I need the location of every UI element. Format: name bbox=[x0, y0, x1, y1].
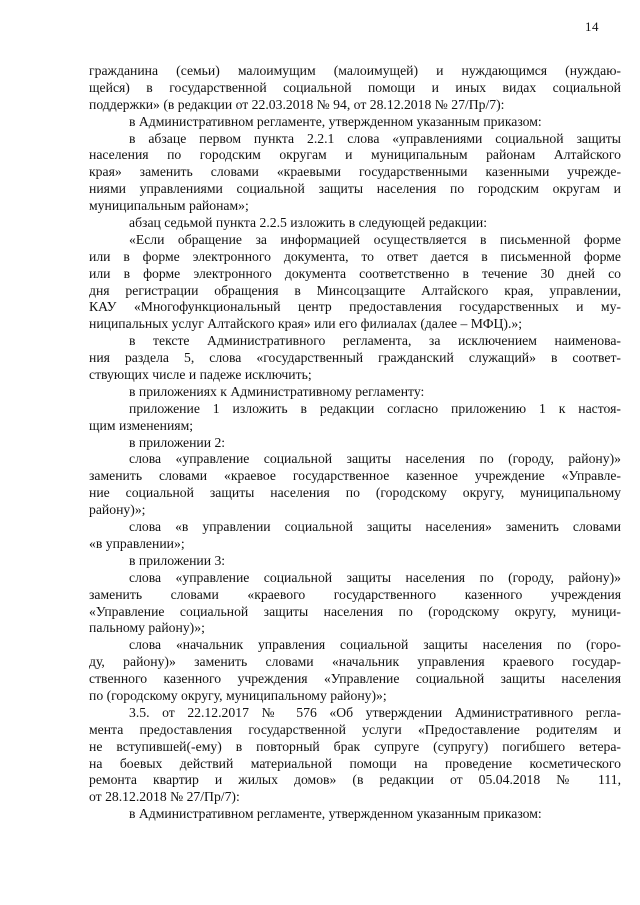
document-body bbox=[89, 63, 621, 823]
text-line: ниципальных услуг Алтайского края» или его филиалах (далее – МФЦ).»; bbox=[89, 316, 523, 332]
text-line: в приложении 2: bbox=[129, 434, 226, 450]
text-line: КАУ «Многофункциональный центр предоставления государственных и му- bbox=[89, 299, 621, 315]
text-line: ствующих числе и падеже исключить; bbox=[89, 367, 312, 383]
text-line: в абзаце первом пункта 2.2.1 слова «управлениями социальной защиты bbox=[129, 130, 621, 146]
text-line: ние социальной защиты населения по (городскому округу, муниципальному bbox=[89, 485, 621, 501]
text-line: не вступившей(-ему) в повторный брак супруге (супругу) погибшего ветера- bbox=[89, 738, 621, 754]
text-line: или в форме электронного документа соответственно в течение 30 дней со bbox=[89, 265, 621, 281]
text-line: «Если обращение за информацией осуществляется в письменной форме bbox=[129, 231, 621, 247]
text-line: края» заменить словами «краевыми государственными казенными учрежде- bbox=[89, 164, 621, 180]
text-line: щейся) в государственной социальной помощи и иных видах социальной bbox=[89, 79, 621, 95]
text-line: слова «начальник управления социальной защиты населения по (горо- bbox=[129, 637, 621, 653]
text-line: слова «в управлении социальной защиты населения» заменить словами bbox=[129, 519, 621, 535]
text-line: «в управлении»; bbox=[89, 535, 185, 551]
text-line: в Административном регламенте, утвержденном указанным приказом: bbox=[129, 806, 542, 822]
text-line: абзац седьмой пункта 2.2.5 изложить в следующей редакции: bbox=[129, 215, 488, 231]
text-line: в тексте Административного регламента, за исключением наименова- bbox=[129, 333, 621, 349]
text-line: району)»; bbox=[89, 502, 146, 518]
text-line: поддержки» (в редакции от 22.03.2018 № 94, от 28.12.2018 № 27/Пр/7): bbox=[89, 96, 505, 112]
text-line: в приложениях к Административному регламенту: bbox=[129, 383, 425, 399]
text-line: в приложении 3: bbox=[129, 552, 226, 568]
text-line: заменить словами «краевого государственного казенного учреждения bbox=[89, 586, 621, 602]
text-line: по (городскому округу, муниципальному району)»; bbox=[89, 687, 387, 703]
text-line: слова «управление социальной защиты населения по (городу, району)» bbox=[129, 451, 621, 467]
text-line: щим изменениям; bbox=[89, 417, 194, 433]
text-line: дня регистрации обращения в Минсоцзащите Алтайского края, управлении, bbox=[89, 282, 621, 298]
text-line: ремонта квартир и жилых домов» (в редакции от 05.04.2018 № 111, bbox=[89, 772, 621, 788]
text-line: ниями управлениями социальной защиты населения по городским округам и bbox=[89, 181, 621, 197]
page-number: 14 bbox=[585, 19, 599, 34]
text-line: гражданина (семьи) малоимущим (малоимущей) и нуждающимся (нуждаю- bbox=[89, 63, 621, 78]
text-line: на боевых действий материальной помощи на проведение косметического bbox=[89, 755, 621, 771]
text-line: населения по городским округам и муниципальным районам Алтайского bbox=[89, 147, 621, 163]
text-line: в Административном регламенте, утвержденном указанным приказом: bbox=[129, 113, 542, 129]
text-line: муниципальным районам»; bbox=[89, 198, 249, 214]
text-line: пальному району)»; bbox=[89, 620, 205, 636]
text-line: 3.5. от 22.12.2017 № 576 «Об утверждении Административного регла- bbox=[129, 704, 621, 720]
text-line: или в форме электронного документа, то ответ дается в письменной форме bbox=[89, 248, 621, 264]
text-line: приложение 1 изложить в редакции согласно приложению 1 к настоя- bbox=[129, 400, 621, 416]
text-line: ду, району)» заменить словами «начальник управления краевого государ- bbox=[89, 654, 621, 670]
text-line: заменить словами «краевое государственное казенное учреждение «Управле- bbox=[89, 468, 621, 484]
text-line: «Управление социальной защиты населения по (городскому округу, муници- bbox=[89, 603, 621, 619]
text-line: мента предоставления государственной услуги «Предоставление родителям и bbox=[89, 721, 621, 737]
text-line: слова «управление социальной защиты населения по (городу, району)» bbox=[129, 569, 621, 585]
text-line: ственного казенного учреждения «Управление социальной защиты населения bbox=[89, 671, 621, 687]
text-line: от 28.12.2018 № 27/Пр/7): bbox=[89, 789, 240, 805]
text-line: ния раздела 5, слова «государственный гражданский служащий» в соответ- bbox=[89, 350, 621, 366]
